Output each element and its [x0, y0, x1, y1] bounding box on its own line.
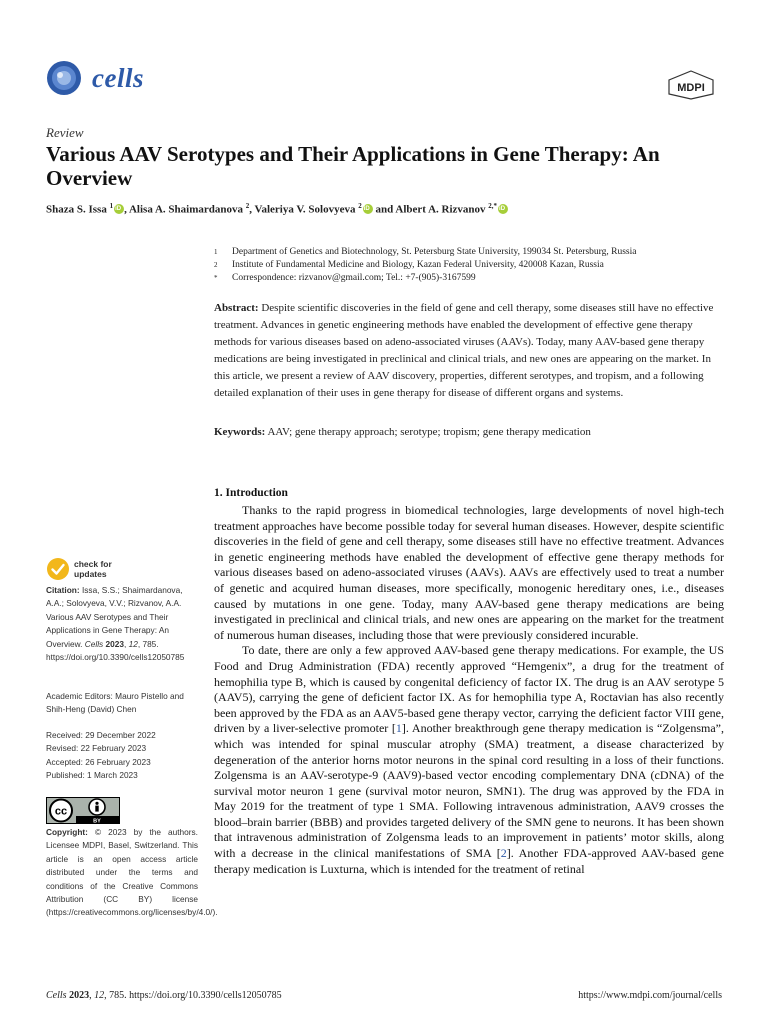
author-affiliation-mark: 2 [358, 202, 362, 210]
reference-link[interactable]: 1 [395, 721, 402, 736]
author-affiliation-mark: 1 [109, 202, 114, 210]
academic-editors: Academic Editors: Mauro Pistello and Shih-Heng (David) Chen [46, 691, 184, 715]
affiliation-number: 1 [214, 248, 218, 256]
keywords [214, 426, 724, 438]
check-for-updates-button[interactable] [46, 557, 112, 581]
author-affiliation-mark: 2 [245, 202, 250, 210]
copyright-block [46, 826, 218, 920]
check-line2: updates [74, 569, 107, 579]
author-list: Shaza S. Issa $^1$iD , Alisa A. Shaimardanova $^2$, Valeriya V. Solovyeva $^2$iD and Albert A. Rizvanov $^{2,*}$iD [46, 202, 508, 216]
paragraph [214, 643, 724, 877]
footer-journal-url[interactable]: https://www.mdpi.com/journal/cells [578, 990, 722, 1001]
correspondence-text: Correspondence: rizvanov@gmail.com; Tel.: +7-(905)-3167599 [232, 273, 476, 283]
author-name: Alisa A. Shaimardanova [128, 203, 243, 216]
footer-volume: 12 [94, 990, 105, 1001]
copyright-text: © 2023 by the authors. Licensee MDPI, Basel, Switzerland. This article is an open access article distributed under the terms and conditions of the Creative Commons Attribution (CC BY) license (https://creativecommons.org/licenses/by/4.0/). [46, 827, 218, 918]
abstract-text: Despite scientific discoveries in the field of gene and cell therapy, some diseases still have no effective treatment. Advances in genetic engineering methods have enabled the development of effective gene therapy methods for various diseases based on adeno-associated viruses (AAVs). Today, many AAV-based gene therapy medications are being investigated in preclinical and clinical trials, and new ones are appearing on the market. In this article, we present a review of AAV discovery, properties, different serotypes, and tropism, and a following detailed explanation of their uses in gene therapy for disease of different organs and systems. [214, 302, 714, 399]
published-date: Published: 1 March 2023 [46, 770, 138, 781]
section-heading: 1. Introduction [214, 487, 288, 499]
journal-logo-icon [46, 60, 82, 96]
paragraph: Thanks to the rapid progress in biomedical technologies, large developments of novel high-tech treatment approaches have become possible today for several human diseases. However, despite scientific discoveries in the field of gene and cell therapy, some diseases still have no effective treatment. Advances in genetic engineering methods have enabled the development of effective gene therapy methods for various diseases based on adeno-associated viruses (AAVs). AAVs are effectively used to treat a number of genetic and acquired human diseases, more specifically, monogenic hereditary ones, i.e., diseases caused by mutations in one gene. Today, many AAV-based gene therapy medications are being investigated in preclinical and clinical trials, and new ones are appearing on the market for the treatment of numerous human diseases, including those that were previously considered incurable. [214, 503, 724, 642]
author-affiliation-mark: 2,* [488, 202, 498, 210]
journal-logo[interactable] [46, 60, 144, 96]
keywords-text: AAV; gene therapy approach; serotype; tropism; gene therapy medication [267, 426, 591, 438]
copyright-label: Copyright: [46, 827, 88, 837]
affiliation-number: 2 [214, 261, 218, 269]
author-name: Valeriya V. Solovyeva [254, 203, 356, 216]
dates-block [46, 729, 198, 783]
footer-doi-link[interactable]: , 785. https://doi.org/10.3390/cells12050785 [104, 990, 282, 1001]
abstract-label: Abstract: [214, 302, 259, 314]
svg-text:cc: cc [54, 805, 68, 818]
orcid-icon[interactable] [114, 204, 124, 214]
affiliations [214, 246, 637, 285]
citation-doi[interactable]: , 785. https://doi.org/10.3390/cells12050785 [46, 638, 185, 663]
footer-journal: Cells [46, 990, 67, 1001]
accepted-date: Accepted: 26 February 2023 [46, 756, 151, 767]
citation-journal: Cells [84, 638, 104, 649]
journal-name: cells [92, 62, 144, 93]
paragraph-text: ]. Another breakthrough gene therapy medication is “Zolgensma”, which was intended for spinal muscular atrophy (SMA) treatment, a disease characterized by degeneration of the anterior horns motor neurons in the spinal cord resulting in a loss of their functions. Zolgensma is an AAV-serotype-9 (AAV9)-based vector encoding complementary DNA (cDNA) of the survival motor neuron 1 gene (survival motor neuron, SMN1). The drug was approved by the FDA in May 2019 for the treatment of type 1 SMA. Following intravenous administration, AAV9 crosses the blood–brain barrier (BBB) and provides targeted delivery of the SMN gene to neurons. It has been shown that intravenous administration of Zolgensma leads to an improvement in patients’ motor skills, along with a decrease in the clinical manifestations of SMA [ [214, 721, 725, 861]
affiliation-text: Department of Genetics and Biotechnology, St. Petersburg State University, 199034 St. Petersburg, Russia [232, 247, 637, 257]
article-type: Review [46, 125, 84, 140]
check-for-updates-label [74, 559, 112, 579]
check-for-updates-icon [46, 557, 70, 581]
received-date: Received: 29 December 2022 [46, 730, 156, 740]
paragraph-text: ]. Another FDA-approved AAV-based gene therapy medication is Luxturna, which is intended for the treatment of retinal [214, 846, 725, 876]
citation-label: Citation: [46, 585, 80, 595]
footer-citation: Cells 2023, 12, 785. https://doi.org/10.3390/cells12050785 [46, 990, 282, 1001]
author-name: Shaza S. Issa [46, 203, 107, 216]
mdpi-logo[interactable] [666, 70, 716, 100]
cc-by-license-icon[interactable] [46, 797, 120, 824]
affiliation-text: Institute of Fundamental Medicine and Biology, Kazan Federal University, 420008 Kazan, Russia [232, 260, 604, 270]
publisher-name: MDPI [677, 82, 705, 94]
footer-year: 2023 [69, 990, 90, 1001]
affiliation-item [214, 259, 637, 272]
author-name: Albert A. Rizvanov [395, 203, 486, 216]
citation-text: Issa, S.S.; Shaimardanova, A.A.; Solovyeva, V.V.; Rizvanov, A.A. Various AAV Serotypes and Their Applications in Gene Therapy: An Overview. [46, 585, 183, 649]
paragraph-text: To date, there are only a few approved AAV-based gene therapy medications. For example, the US Food and Drug Administration (FDA) recently approved “Hemgenix”, a drug for the treatment of hemophilia type B, which is caused by congenital deficiency of factor IX. The drug is an AAV serotype 5 (AAV5), carrying the gene of deficient factor IX. As for hemophilia type A, Roctavian has also recently been approved by the FDA as an AAV5-based gene therapy vector, carrying the deficient factor VIII gene, driven by a liver-selective promoter [ [214, 643, 724, 736]
citation-volume: 12 [128, 638, 138, 649]
reference-link[interactable]: 2 [500, 846, 507, 861]
citation-year: 2023 [105, 638, 124, 649]
orcid-icon[interactable] [363, 204, 373, 214]
orcid-icon[interactable] [498, 204, 508, 214]
affiliation-item [214, 246, 637, 259]
keywords-label: Keywords: [214, 426, 266, 438]
correspondence[interactable] [214, 272, 637, 285]
citation-block: Citation: Issa, S.S.; Shaimardanova, A.A.; Solovyeva, V.V.; Rizvanov, A.A. Various AAV Serotypes and Their Applications in Gene Therapy: An Overview. Cells 2023, 12, 785. https://doi.org/10.3390/cells12050785 [46, 585, 185, 663]
cc-by-label: BY [93, 818, 101, 824]
abstract [214, 300, 724, 402]
check-line1: check for [74, 559, 112, 569]
article-title: Various AAV Serotypes and Their Applications in Gene Therapy: An Overview [46, 142, 660, 190]
affiliation-number: * [214, 274, 218, 282]
body-text [214, 503, 724, 877]
revised-date: Revised: 22 February 2023 [46, 743, 147, 754]
